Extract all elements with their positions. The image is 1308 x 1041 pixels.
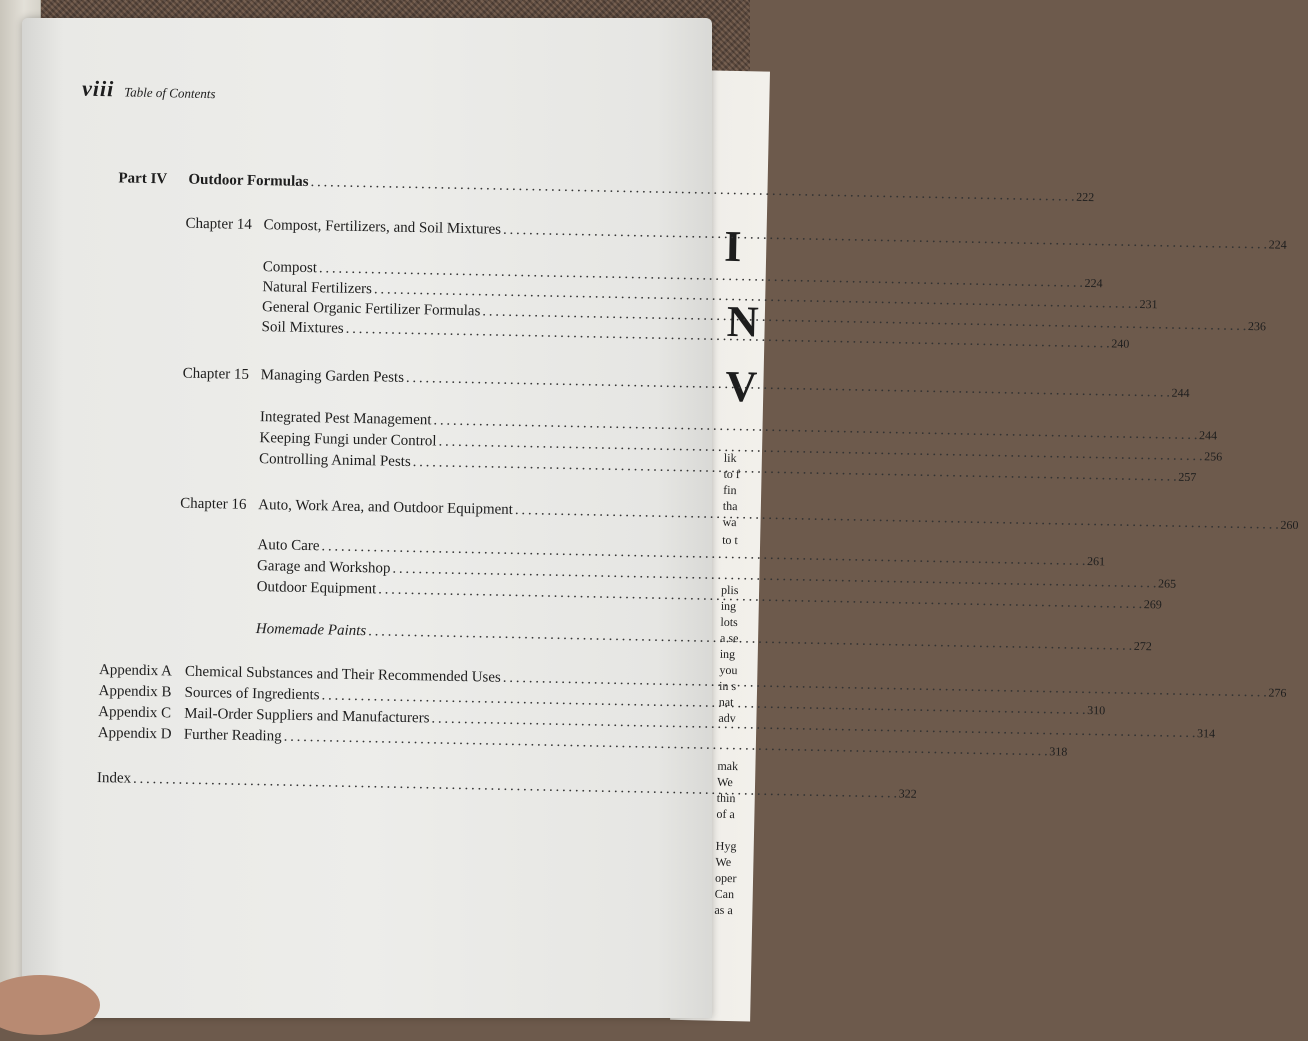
page-number: 222 — [1076, 189, 1095, 205]
page-numeral: viii — [81, 75, 115, 102]
appendix-title: Mail-Order Suppliers and Manufacturers — [184, 705, 430, 727]
adjacent-text-fragment: adv — [718, 710, 736, 726]
page-number: 318 — [1049, 744, 1068, 759]
adjacent-text-fragment: thin — [716, 790, 736, 806]
page-number: 310 — [1087, 703, 1106, 718]
adjacent-big-letter: N — [726, 296, 760, 347]
adjacent-text-fragment: ing — [719, 646, 736, 662]
appendix-label: Appendix B — [98, 683, 172, 701]
page-number: 231 — [1139, 296, 1158, 312]
adjacent-text-fragment: We — [715, 854, 732, 870]
page-number: 322 — [898, 786, 917, 801]
section-title: Homemade Paints — [255, 621, 367, 640]
adjacent-text-fragment: We — [716, 774, 733, 790]
page-number: 224 — [1084, 275, 1103, 291]
page-number: 244 — [1198, 428, 1218, 443]
adjacent-text-fragment: a se — [719, 630, 739, 646]
page-number: 314 — [1196, 726, 1216, 741]
section-title: Controlling Animal Pests — [258, 451, 411, 470]
leader-dots — [503, 222, 1267, 254]
toc-part-entry[interactable] — [118, 170, 1095, 205]
adjacent-text-fragment: fin — [723, 482, 737, 498]
adjacent-text-fragment: Can — [714, 886, 735, 902]
leader-dots — [406, 370, 1170, 402]
adjacent-text-fragment: Hyg — [715, 838, 737, 854]
section-title: Natural Fertilizers — [262, 279, 373, 298]
adjacent-text-fragment: tha — [722, 498, 738, 514]
part-label: Part IV — [118, 170, 168, 188]
toc-chapter-entry[interactable] — [182, 365, 1190, 400]
adjacent-big-letter: V — [724, 361, 758, 412]
section-title: Compost — [262, 259, 318, 277]
appendix-label: Appendix D — [97, 725, 172, 743]
page-number: 276 — [1268, 685, 1287, 700]
adjacent-text-fragment: wa — [722, 514, 737, 530]
adjacent-text-fragment: to t — [722, 532, 738, 548]
chapter-title: Managing Garden Pests — [260, 367, 405, 386]
part-title: Outdoor Formulas — [188, 171, 309, 190]
adjacent-text-fragment: as a — [714, 902, 733, 918]
adjacent-text-fragment: plis — [720, 582, 739, 598]
section-title: Soil Mixtures — [261, 319, 344, 337]
leader-dots — [133, 771, 897, 806]
page-number: 261 — [1086, 553, 1106, 569]
adjacent-text-fragment: in s — [718, 678, 737, 694]
appendix-title: Chemical Substances and Their Recommended Uses — [184, 663, 502, 686]
appendix-label: Appendix A — [98, 662, 173, 680]
toc-chapter-entry[interactable] — [185, 215, 1287, 252]
page-number: 272 — [1133, 638, 1152, 654]
leader-dots — [515, 502, 1279, 534]
page-number: 236 — [1247, 319, 1267, 334]
appendix-title: Further Reading — [183, 726, 282, 745]
adjacent-big-letter: I — [723, 221, 742, 272]
page-number: 256 — [1204, 449, 1223, 464]
chapter-title: Compost, Fertilizers, and Soil Mixtures — [263, 217, 502, 238]
adjacent-text-fragment: lik — [723, 450, 737, 466]
running-header — [82, 76, 216, 105]
section-title: General Organic Fertilizer Formulas — [261, 299, 481, 320]
adjacent-text-fragment: oper — [714, 870, 737, 886]
index-title: Index — [96, 770, 132, 787]
appendix-title: Sources of Ingredients — [184, 684, 320, 704]
adjacent-text-fragment: you — [719, 662, 738, 678]
adjacent-text-fragment: ing — [720, 598, 737, 614]
page-number: 244 — [1171, 385, 1190, 400]
section-title: Integrated Pest Management — [259, 409, 432, 429]
chapter-label: Chapter 16 — [180, 495, 247, 513]
chapter-title: Auto, Work Area, and Outdoor Equipment — [258, 497, 514, 518]
page-number: 257 — [1178, 469, 1197, 485]
section-title: Outdoor Equipment — [256, 579, 377, 598]
running-title: Table of Contents — [124, 84, 216, 102]
adjacent-text-fragment: nat — [718, 694, 734, 710]
section-title: Keeping Fungi under Control — [259, 430, 437, 450]
appendix-label: Appendix C — [98, 704, 172, 722]
adjacent-text-fragment: mak — [717, 758, 739, 774]
page-number: 240 — [1111, 336, 1130, 351]
page-number: 260 — [1280, 517, 1299, 533]
section-title: Garage and Workshop — [256, 558, 391, 577]
chapter-label: Chapter 15 — [182, 365, 250, 383]
adjacent-text-fragment: of a — [716, 806, 735, 822]
chapter-label: Chapter 14 — [185, 215, 252, 233]
adjacent-text-fragment: lots — [720, 614, 738, 630]
section-title: Auto Care — [257, 537, 320, 555]
page-number: 265 — [1157, 576, 1177, 591]
page-number: 269 — [1143, 597, 1162, 612]
leader-dots — [310, 174, 1074, 206]
page-number: 224 — [1268, 237, 1287, 252]
adjacent-text-fragment: to f — [723, 466, 741, 482]
